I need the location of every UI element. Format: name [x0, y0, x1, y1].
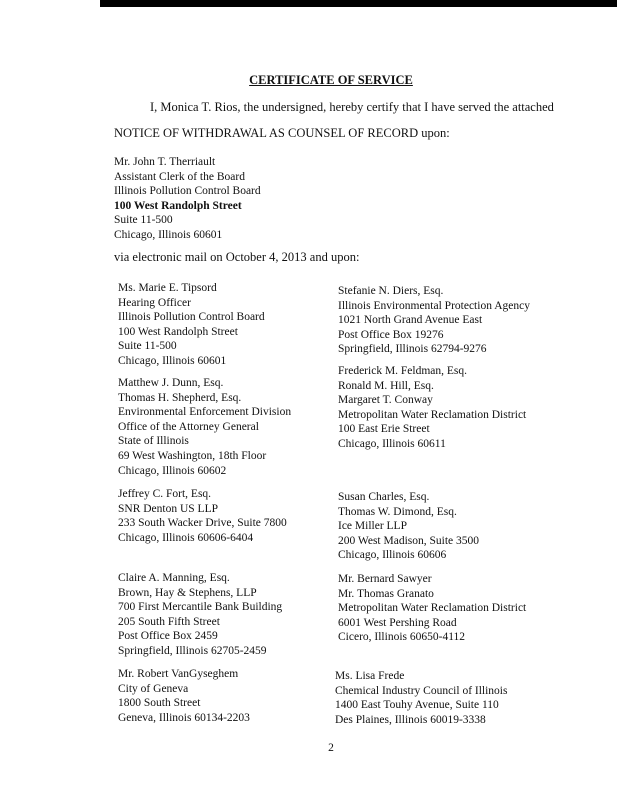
address-line: Ice Miller LLP	[338, 520, 407, 533]
address-line: State of Illinois	[118, 435, 189, 448]
intro-line-1: I, Monica T. Rios, the undersigned, hereby certify that I have served the attached	[150, 100, 554, 114]
address-line: Suite 11-500	[118, 340, 177, 353]
address-line: Illinois Pollution Control Board	[114, 185, 261, 198]
address-line: Thomas W. Dimond, Esq.	[338, 505, 457, 518]
address-line: Post Office Box 19276	[338, 328, 444, 341]
page-number: 2	[328, 742, 334, 754]
address-line: Ms. Lisa Frede	[335, 670, 405, 682]
address-line: Chicago, Illinois 60606	[338, 549, 447, 562]
address-line: Brown, Hay & Stephens, LLP	[118, 586, 257, 599]
address-line: Mr. John T. Therriault	[114, 156, 216, 168]
right-address-block-3	[338, 490, 479, 563]
address-line: 700 First Mercantile Bank Building	[118, 601, 283, 614]
address-line: Jeffrey C. Fort, Esq.	[118, 488, 212, 500]
scan-top-border	[100, 0, 617, 7]
intro-line-2: NOTICE OF WITHDRAWAL AS COUNSEL OF RECORD upon:	[114, 126, 450, 140]
address-line: Des Plaines, Illinois 60019-3338	[335, 713, 486, 726]
address-line: 205 South Fifth Street	[118, 615, 220, 628]
left-address-block-2	[118, 376, 291, 478]
primary-recipient-address	[114, 155, 261, 243]
address-line: Mr. Bernard Sawyer	[338, 573, 432, 585]
address-line: 233 South Wacker Drive, Suite 7800	[118, 517, 287, 530]
address-line: 69 West Washington, 18th Floor	[118, 449, 267, 462]
right-address-block-2	[338, 364, 526, 452]
address-line: SNR Denton US LLP	[118, 502, 218, 515]
address-line: Chicago, Illinois 60602	[118, 464, 227, 477]
address-line: Chicago, Illinois 60601	[114, 228, 223, 241]
address-line: Frederick M. Feldman, Esq.	[338, 365, 468, 377]
certificate-title: CERTIFICATE OF SERVICE	[249, 73, 413, 87]
address-line: Springfield, Illinois 62794-9276	[338, 343, 487, 356]
address-line: City of Geneva	[118, 682, 189, 695]
address-line: Illinois Pollution Control Board	[118, 311, 265, 324]
right-address-block-5	[335, 669, 507, 727]
address-line: Hearing Officer	[118, 296, 191, 309]
left-address-block-4	[118, 571, 282, 659]
address-line: Chicago, Illinois 60611	[338, 437, 446, 450]
address-line: 1021 North Grand Avenue East	[338, 314, 483, 327]
address-line: 6001 West Pershing Road	[338, 616, 457, 629]
address-line: 100 West Randolph Street	[114, 199, 242, 212]
address-line: Claire A. Manning, Esq.	[118, 572, 230, 584]
address-line: 100 East Erie Street	[338, 423, 430, 436]
address-line: 100 West Randolph Street	[118, 325, 238, 338]
right-address-block-4	[338, 572, 526, 645]
address-line: Metropolitan Water Reclamation District	[338, 602, 527, 615]
address-line: Springfield, Illinois 62705-2459	[118, 644, 267, 657]
address-line: Cicero, Illinois 60650-4112	[338, 631, 466, 644]
address-line: Post Office Box 2459	[118, 630, 218, 643]
address-line: Stefanie N. Diers, Esq.	[338, 285, 444, 297]
address-line: Mr. Thomas Granato	[338, 587, 434, 600]
right-address-block-1	[338, 284, 530, 357]
address-line: Mr. Robert VanGyseghem	[118, 668, 239, 680]
address-line: Margaret T. Conway	[338, 394, 433, 407]
via-electronic-mail-line: via electronic mail on October 4, 2013 and upon:	[114, 250, 360, 264]
address-line: Thomas H. Shepherd, Esq.	[118, 391, 242, 404]
address-line: Office of the Attorney General	[118, 420, 259, 433]
address-line: Metropolitan Water Reclamation District	[338, 408, 527, 421]
address-line: Assistant Clerk of the Board	[114, 170, 245, 183]
address-line: Ronald M. Hill, Esq.	[338, 379, 434, 392]
address-line: Geneva, Illinois 60134-2203	[118, 711, 250, 724]
address-line: Ms. Marie E. Tipsord	[118, 282, 217, 294]
address-line: Susan Charles, Esq.	[338, 491, 430, 503]
left-address-block-3	[118, 487, 287, 545]
address-line: 1800 South Street	[118, 697, 201, 710]
address-line: Matthew J. Dunn, Esq.	[118, 377, 224, 389]
address-line: Environmental Enforcement Division	[118, 406, 292, 419]
address-line: Chemical Industry Council of Illinois	[335, 684, 508, 697]
address-line: Illinois Environmental Protection Agency	[338, 299, 530, 312]
address-line: 200 West Madison, Suite 3500	[338, 534, 480, 547]
address-line: Chicago, Illinois 60601	[118, 354, 227, 367]
address-line: Chicago, Illinois 60606-6404	[118, 531, 254, 544]
address-line: 1400 East Touhy Avenue, Suite 110	[335, 699, 499, 712]
left-address-block-1	[118, 281, 265, 369]
left-address-block-5	[118, 667, 250, 725]
address-line: Suite 11-500	[114, 214, 173, 227]
